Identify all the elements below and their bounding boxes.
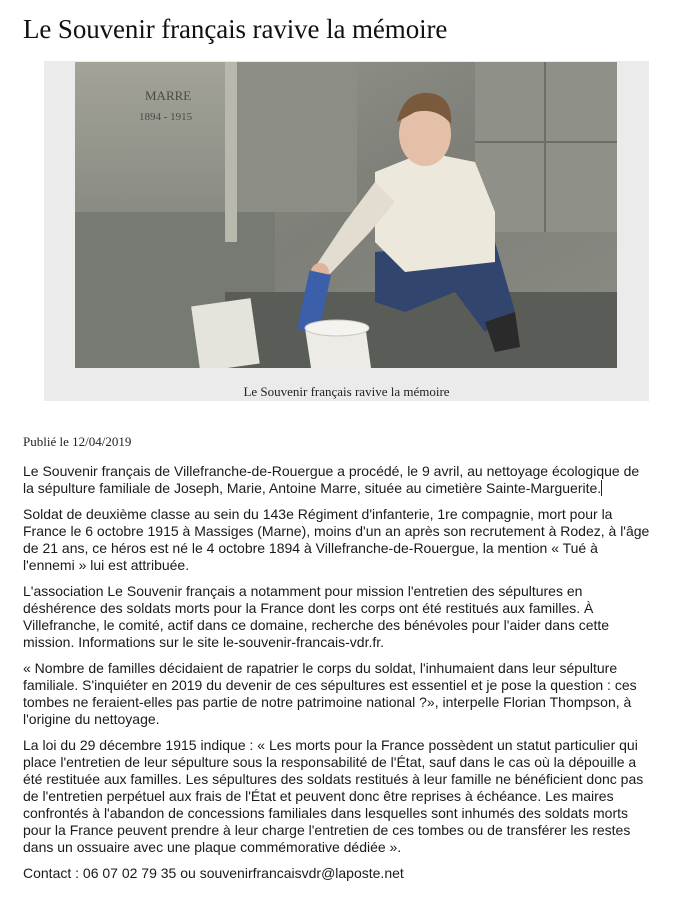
- plaque-years: 1894 - 1915: [139, 111, 193, 123]
- paragraph: L'association Le Souvenir français a notamment pour mission l'entretien des sépultures en déshérence des soldats morts pour la France dont les corps ont été restitués aux familles. À Villefranche, le comité, actif dans ce domaine, recherche des bénévoles pour l'aider dans cette mission. Informations sur le site le-souvenir-francais-vdr.fr.: [23, 583, 610, 650]
- article-body: [23, 463, 653, 891]
- contact-line: Contact : 06 07 02 79 35 ou souvenirfrancaisvdr@laposte.net: [23, 865, 404, 881]
- paragraph: Soldat de deuxième classe au sein du 143e Régiment d'infanterie, 1re compagnie, mort pour la France le 6 octobre 1915 à Massiges (Marne), moins d'un an après son recrutement à Rodez, à l'âge de 21 ans, ce héros est né le 4 octobre 1894 à Villefranche-de-Rouergue, la mention « Tué à l'ennemi » lui est attribuée.: [23, 506, 650, 573]
- photo-illustration: [75, 62, 617, 368]
- publication-date: Publié le 12/04/2019: [23, 434, 132, 449]
- photo-caption: Le Souvenir français ravive la mémoire: [243, 384, 450, 399]
- article-photo[interactable]: [75, 62, 617, 368]
- article-figure: [44, 61, 649, 401]
- paragraph-text: Le Souvenir français de Villefranche-de-Rouergue a procédé, le 9 avril, au nettoyage écologique de la sépulture familiale de Joseph, Marie, Antoine Marre, située au cimetière Sainte-Marguerite.: [23, 463, 640, 496]
- plaque-name: MARRE: [145, 88, 192, 103]
- paragraph: « Nombre de familles décidaient de rapatrier le corps du soldat, l'inhumaient dans leur sépulture familiale. S'inquiéter en 2019 du devenir de ces sépultures est essentiel et je pose la question : ces tombes ne feraient-elles pas partie de notre patrimoine national ?», interpelle Florian Thompson, à l'origine du nettoyage.: [23, 660, 637, 727]
- article-title: Le Souvenir français ravive la mémoire: [23, 14, 448, 44]
- paragraph: La loi du 29 décembre 1915 indique : « Les morts pour la France possèdent un statut particulier qui place l'entretien de leur sépulture sous la responsabilité de l'État, sauf dans le cas où la dépouille a été restituée aux familles. Les sépultures des soldats restitués à leur famille ne bénéficient donc pas de l'entretien perpétuel aux frais de l'État et peuvent donc être reprises à échéance. Les maires confrontés à l'abandon de concessions familiales dans lesquelles sont inhumés des soldats morts pour la France peuvent prendre à leur charge l'entretien de ces tombes ou de transférer les restes dans un ossuaire avec une plaque commémorative dédiée ».: [23, 737, 644, 855]
- paragraph: [23, 463, 653, 497]
